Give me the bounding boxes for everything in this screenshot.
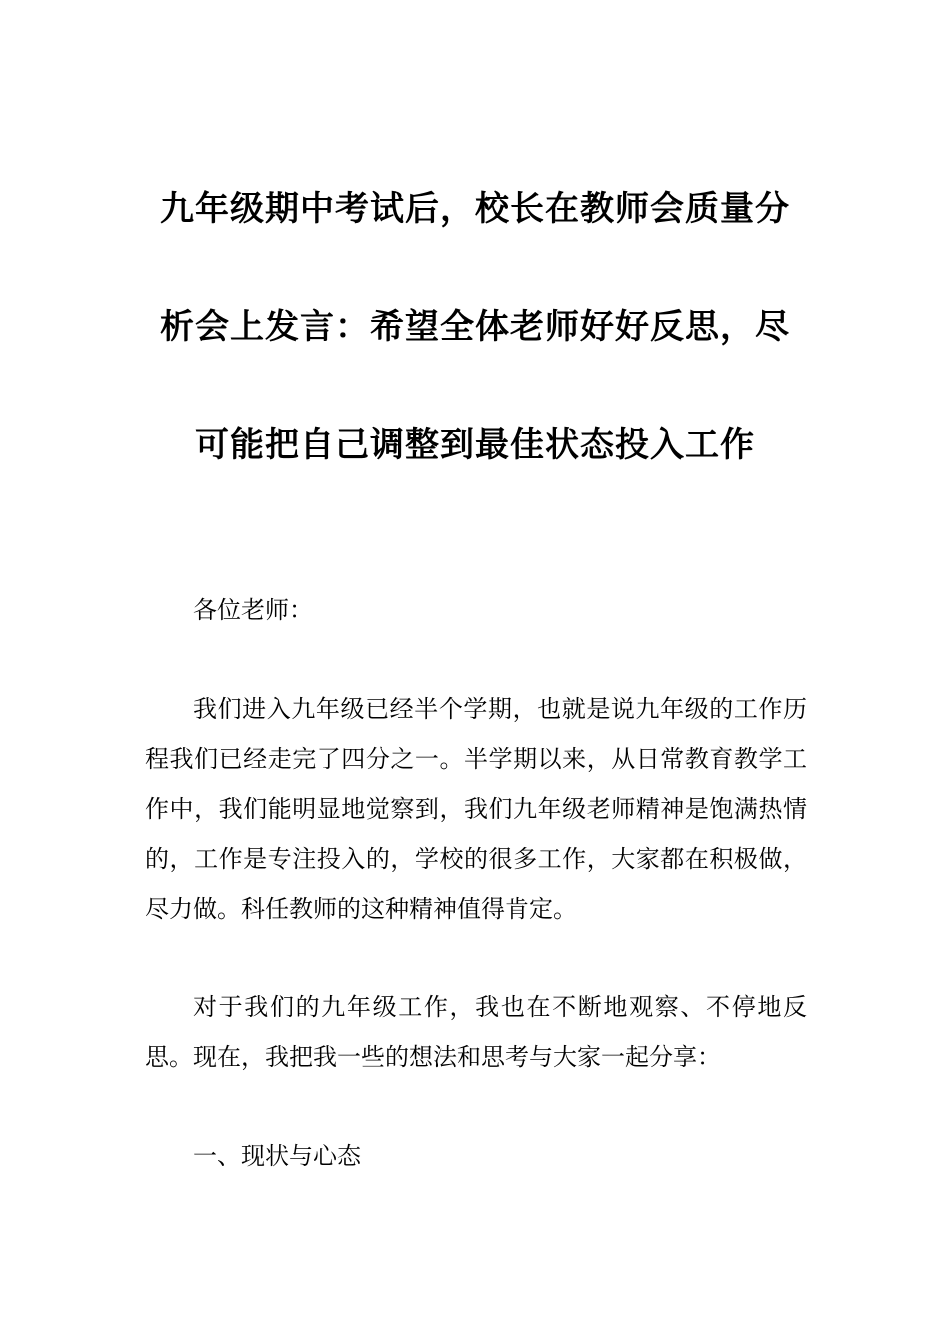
greeting: 各位老师： <box>193 596 313 624</box>
paragraph-2: 对于我们的九年级工作，我也在不断地观察、不停地反思。现在，我把我一些的想法和思考与大家一起分享： <box>145 993 807 1071</box>
paragraph-1: 我们进入九年级已经半个学期，也就是说九年级的工作历程我们已经走完了四分之一。半学期以来，从日常教育教学工作中，我们能明显地觉察到，我们九年级老师精神是饱满热情的，工作是专注投入的，学校的很多工作，大家都在积极做，尽力做。科任教师的这种精神值得肯定。 <box>145 695 807 923</box>
title-line-3: 可能把自己调整到最佳状态投入工作 <box>195 425 755 465</box>
document-title <box>145 150 805 504</box>
title-line-2: 析会上发言：希望全体老师好好反思，尽 <box>160 307 790 347</box>
section-heading: 一、现状与心态 <box>193 1142 361 1170</box>
title-line-1: 九年级期中考试后，校长在教师会质量分 <box>160 189 790 229</box>
